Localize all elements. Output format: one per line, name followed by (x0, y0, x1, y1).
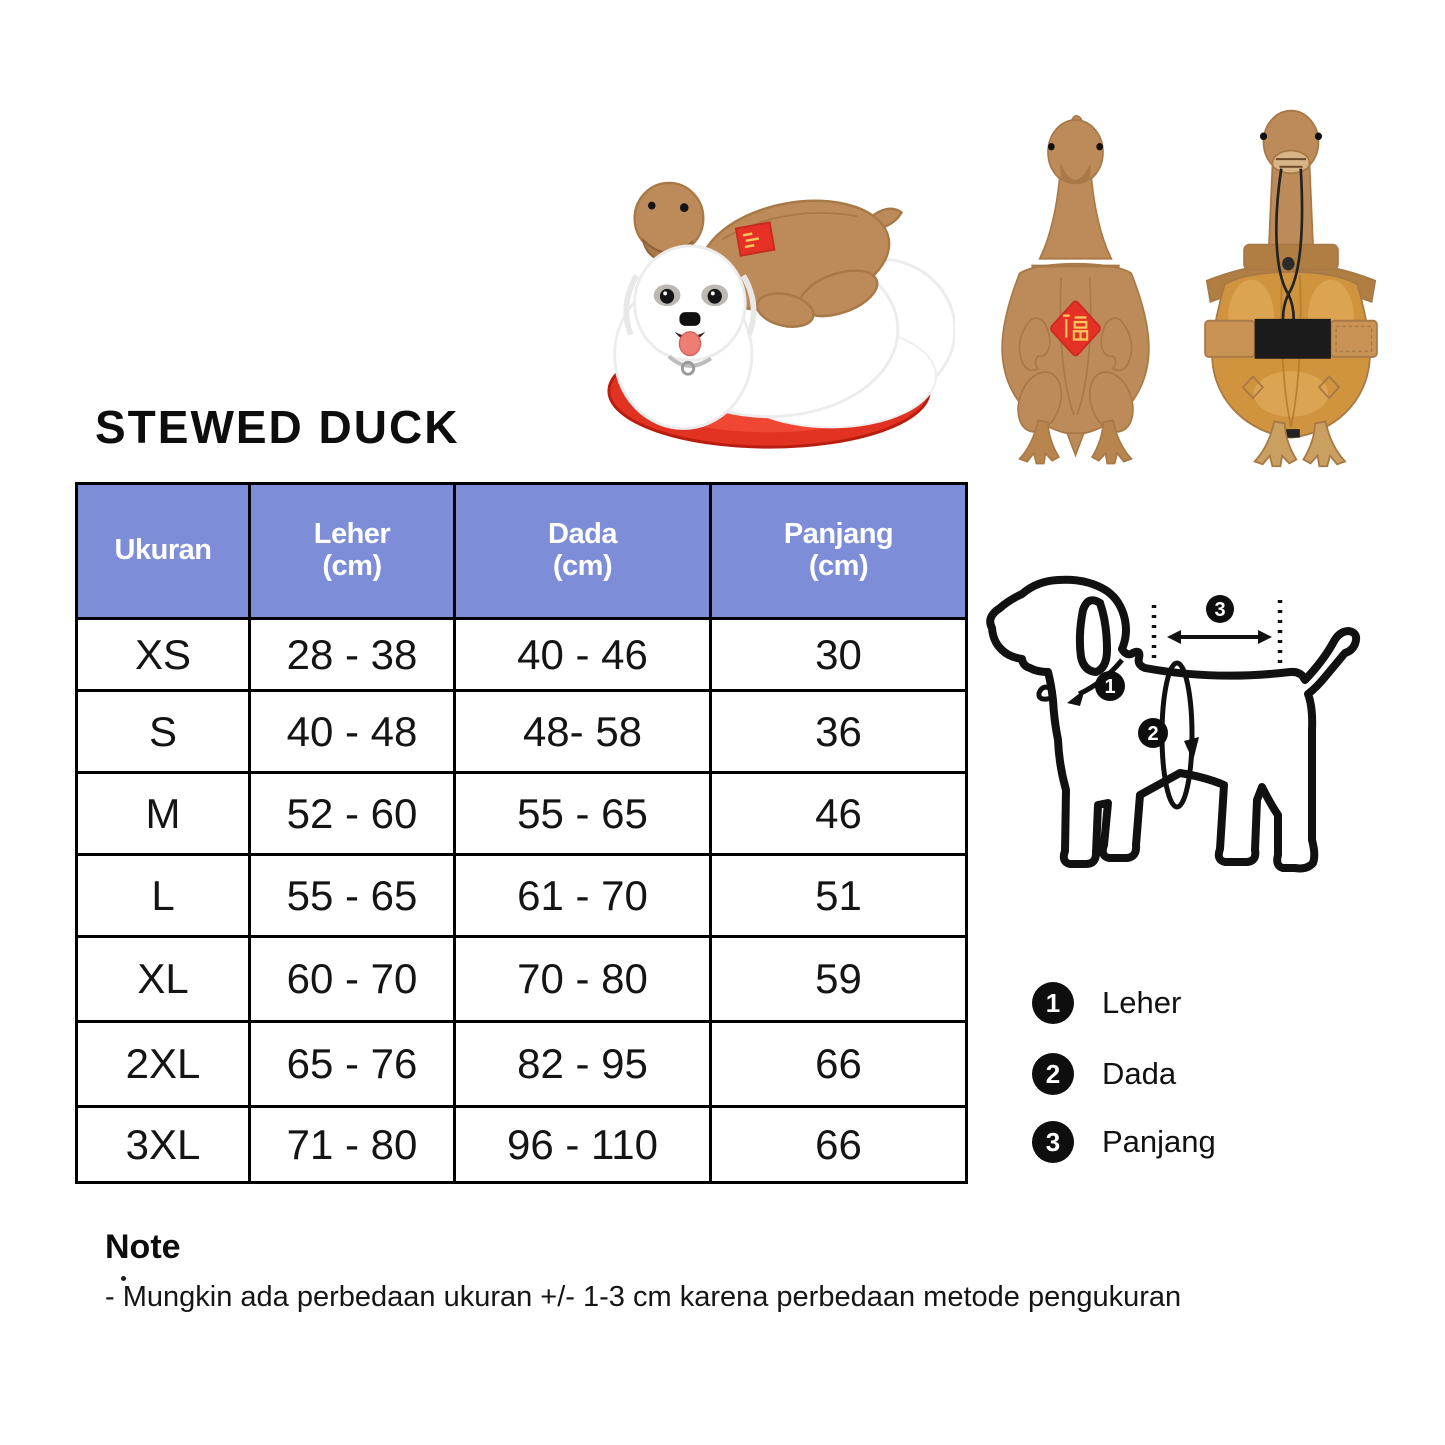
svg-text:2: 2 (1147, 723, 1159, 745)
duck-eye-left (1048, 143, 1055, 150)
measure-diagram (975, 565, 1395, 905)
legend-item-leher (1032, 982, 1181, 1024)
marker-badge-2 (1138, 718, 1168, 748)
cell-panjang: 59 (711, 937, 967, 1022)
cell-dada: 82 - 95 (455, 1022, 711, 1107)
table-row-s (77, 691, 967, 773)
page-title: STEWED DUCK (95, 401, 460, 453)
table-row-xs (77, 619, 967, 691)
cell-panjang: 36 (711, 691, 967, 773)
header-panjang: Panjang (cm) (711, 484, 967, 619)
cell-leher: 55 - 65 (250, 855, 455, 937)
legend-item-panjang (1032, 1121, 1216, 1163)
duck-eye-right (1096, 143, 1103, 150)
header-leher: Leher (cm) (250, 484, 455, 619)
note-heading: Note (105, 1228, 181, 1266)
cell-size: XS (77, 619, 250, 691)
cell-panjang: 66 (711, 1022, 967, 1107)
header-dada: Dada (cm) (455, 484, 711, 619)
legend-badge-1: 1 (1032, 982, 1074, 1024)
size-table (75, 482, 968, 1184)
legend-label-dada: Dada (1102, 1056, 1177, 1091)
cell-leher: 52 - 60 (250, 773, 455, 855)
legend-badge-2: 2 (1032, 1053, 1074, 1095)
header-ukuran: Ukuran (77, 484, 250, 619)
costume-front-illustration (988, 110, 1163, 468)
costume-back-illustration (1198, 104, 1384, 470)
legend-item-dada (1032, 1053, 1176, 1095)
velcro-strap (1205, 319, 1377, 359)
cell-dada: 61 - 70 (455, 855, 711, 937)
cell-size: L (77, 855, 250, 937)
cell-leher: 28 - 38 (250, 619, 455, 691)
svg-text:1: 1 (1104, 676, 1116, 698)
legend-label-leher: Leher (1102, 985, 1182, 1020)
table-row-l (77, 855, 967, 937)
dog-ear (1080, 600, 1107, 672)
cell-panjang: 51 (711, 855, 967, 937)
cell-size: S (77, 691, 250, 773)
cell-dada: 70 - 80 (455, 937, 711, 1022)
marker-badge-3 (1206, 595, 1234, 623)
cell-size: M (77, 773, 250, 855)
legend-badge-3: 3 (1032, 1121, 1074, 1163)
table-header-row (77, 484, 967, 619)
cell-dada: 55 - 65 (455, 773, 711, 855)
cell-panjang: 46 (711, 773, 967, 855)
cell-size: XL (77, 937, 250, 1022)
cell-dada: 48- 58 (455, 691, 711, 773)
cell-leher: 40 - 48 (250, 691, 455, 773)
cell-panjang: 30 (711, 619, 967, 691)
cell-leher: 71 - 80 (250, 1107, 455, 1183)
dog-in-costume-photo (545, 108, 955, 458)
cell-leher: 65 - 76 (250, 1022, 455, 1107)
cell-size: 3XL (77, 1107, 250, 1183)
note-text: - Mungkin ada perbedaan ukuran +/- 1-3 cm karena perbedaan metode pengukuran (105, 1281, 1182, 1313)
svg-text:3: 3 (1214, 599, 1226, 621)
cell-size: 2XL (77, 1022, 250, 1107)
table-row-xl (77, 937, 967, 1022)
dog-outline (990, 580, 1356, 869)
table-row-m (77, 773, 967, 855)
marker-badge-1 (1095, 671, 1125, 701)
cell-dada: 96 - 110 (455, 1107, 711, 1183)
legend-label-panjang: Panjang (1102, 1124, 1216, 1159)
table-row-3xl (77, 1107, 967, 1183)
cord-toggle (1282, 257, 1294, 270)
table-row-2xl (77, 1022, 967, 1107)
cell-panjang: 66 (711, 1107, 967, 1183)
cell-dada: 40 - 46 (455, 619, 711, 691)
cell-leher: 60 - 70 (250, 937, 455, 1022)
